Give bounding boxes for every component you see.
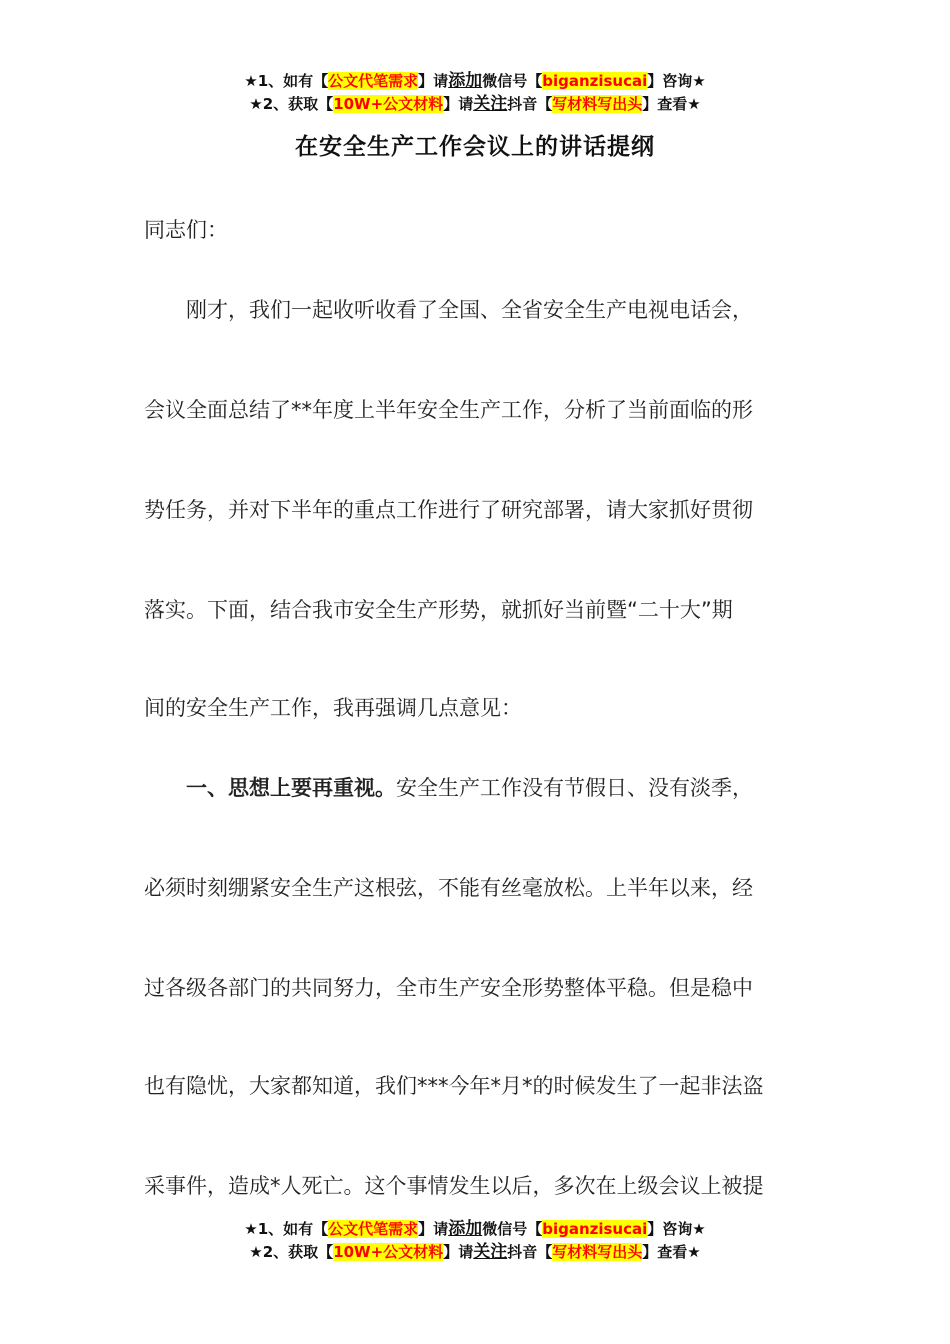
section-heading: 一、思想上要再重视。 bbox=[186, 776, 396, 800]
banner-text: 】查看★ bbox=[642, 1243, 701, 1261]
banner-text: 】查看★ bbox=[642, 95, 701, 113]
banner-text: 】请 bbox=[443, 95, 474, 113]
paragraph-line: 同志们： bbox=[144, 218, 228, 242]
banner-line-1 bbox=[0, 70, 950, 93]
document-title: 在安全生产工作会议上的讲话提纲 bbox=[295, 134, 655, 160]
paragraph-line: 必须时刻绷紧安全生产这根弦，不能有丝毫放松。上半年以来，经 bbox=[144, 876, 753, 900]
banner-text: 抖音【 bbox=[507, 1243, 553, 1261]
banner-underline: 添加 bbox=[448, 1219, 483, 1239]
banner-text: 微信号【 bbox=[482, 72, 543, 90]
banner-highlight: 写材料写出头 bbox=[552, 1243, 643, 1261]
banner-underline: 关注 bbox=[473, 94, 508, 114]
paragraph-line: 势任务，并对下半年的重点工作进行了研究部署，请大家抓好贯彻 bbox=[144, 498, 753, 522]
banner-text: ★1、如有【 bbox=[244, 1220, 329, 1238]
banner-text: 】咨询★ bbox=[647, 1220, 706, 1238]
banner-text: 】请 bbox=[418, 72, 449, 90]
banner-text: ★2、获取【 bbox=[249, 95, 334, 113]
banner-text: 】咨询★ bbox=[647, 72, 706, 90]
banner-line-2 bbox=[0, 1241, 950, 1264]
banner-line-2 bbox=[0, 93, 950, 116]
banner-text: ★1、如有【 bbox=[244, 72, 329, 90]
banner-highlight: 公文代笔需求 bbox=[328, 1220, 419, 1238]
banner-highlight: biganzisucai bbox=[542, 72, 648, 90]
paragraph-line: 刚才，我们一起收听收看了全国、全省安全生产电视电话会， bbox=[144, 298, 753, 322]
paragraph-line: 会议全面总结了**年度上半年安全生产工作，分析了当前面临的形 bbox=[144, 398, 753, 422]
paragraph-line: 落实。下面，结合我市安全生产形势，就抓好当前暨“二十大”期 bbox=[144, 598, 733, 622]
banner-text: 抖音【 bbox=[507, 95, 553, 113]
banner-text: ★2、获取【 bbox=[249, 1243, 334, 1261]
indent bbox=[144, 776, 186, 800]
section-heading-line bbox=[144, 772, 753, 802]
banner-highlight: 写材料写出头 bbox=[552, 95, 643, 113]
footer-banner bbox=[0, 1218, 950, 1264]
banner-highlight: biganzisucai bbox=[542, 1220, 648, 1238]
paragraph-line: 采事件，造成*人死亡。这个事情发生以后，多次在上级会议上被提 bbox=[144, 1174, 764, 1198]
paragraph-line: 也有隐忧，大家都知道，我们***今年*月*的时候发生了一起非法盗 bbox=[144, 1074, 764, 1098]
banner-underline: 添加 bbox=[448, 71, 483, 91]
banner-highlight: 10W+公文材料 bbox=[333, 1243, 444, 1261]
banner-text: 】请 bbox=[443, 1243, 474, 1261]
header-banner bbox=[0, 70, 950, 116]
paragraph-line: 间的安全生产工作，我再强调几点意见： bbox=[144, 696, 522, 720]
banner-highlight: 公文代笔需求 bbox=[328, 72, 419, 90]
banner-highlight: 10W+公文材料 bbox=[333, 95, 444, 113]
banner-text: 】请 bbox=[418, 1220, 449, 1238]
banner-underline: 关注 bbox=[473, 1242, 508, 1262]
banner-line-1 bbox=[0, 1218, 950, 1241]
section-text: 安全生产工作没有节假日、没有淡季， bbox=[396, 776, 753, 800]
banner-text: 微信号【 bbox=[482, 1220, 543, 1238]
paragraph-line: 过各级各部门的共同努力，全市生产安全形势整体平稳。但是稳中 bbox=[144, 976, 753, 1000]
